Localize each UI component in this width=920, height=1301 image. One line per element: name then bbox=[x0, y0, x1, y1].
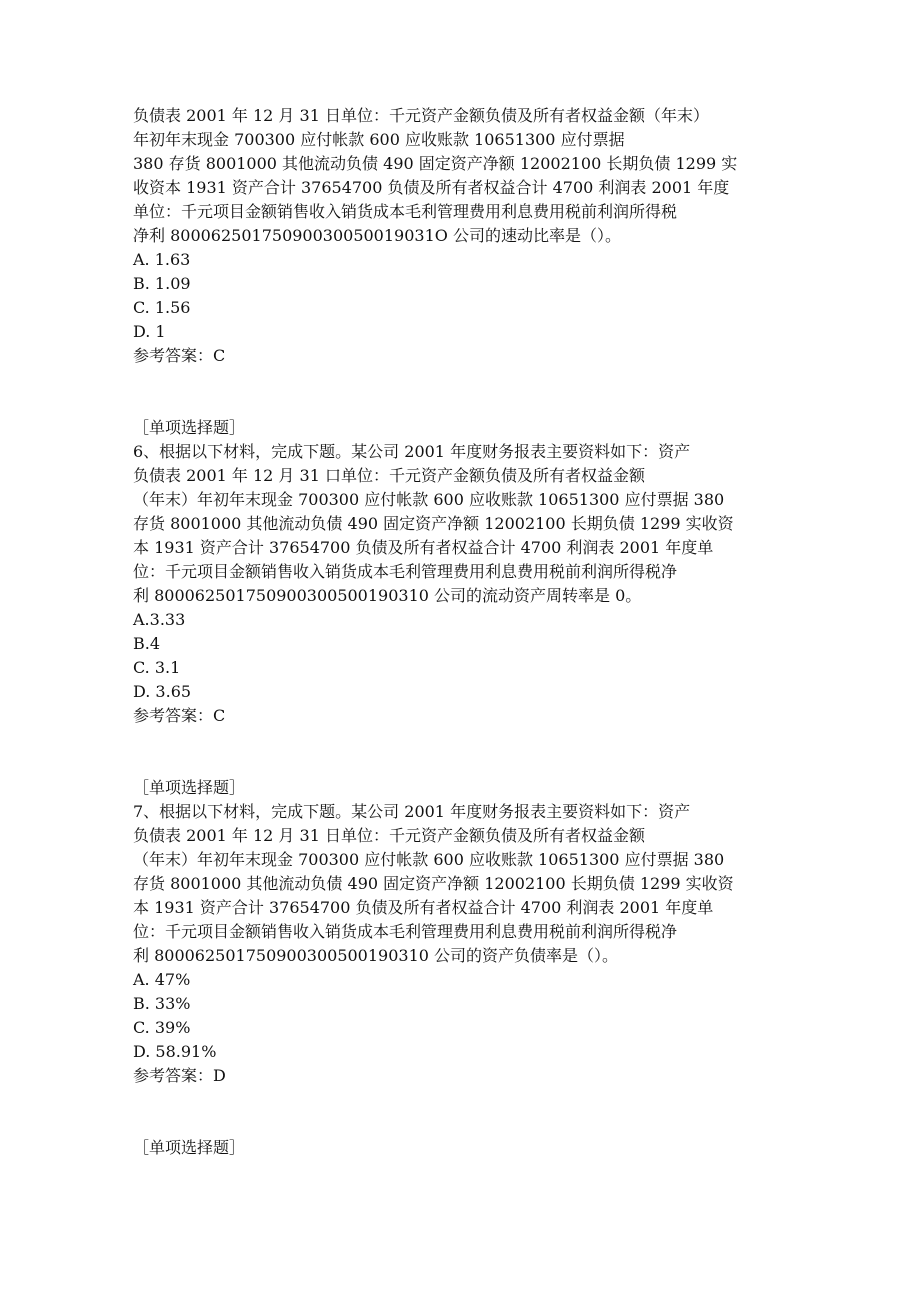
question-type-tag: ［单项选择题］ bbox=[133, 778, 246, 797]
question-6 bbox=[133, 416, 773, 728]
question-8-header bbox=[133, 1136, 773, 1160]
spacer bbox=[133, 1088, 773, 1136]
reference-answer: 参考答案：C bbox=[133, 706, 226, 725]
question-text-line: 7、根据以下材料，完成下题。某公司 2001 年度财务报表主要资料如下：资产 bbox=[133, 802, 691, 821]
question-text-line: 负债表 2001 年 12 月 31 口单位：千元资产金额负债及所有者权益金额 bbox=[133, 466, 645, 485]
spacer bbox=[133, 368, 773, 416]
option-c: C. 1.56 bbox=[133, 298, 191, 317]
question-7 bbox=[133, 776, 773, 1088]
question-text-line: 利 800062501750900300500190310 公司的流动资产周转率是 0。 bbox=[133, 586, 642, 605]
question-text-line: 单位：千元项目金额销售收入销货成本毛利管理费用利息费用税前利润所得税 bbox=[133, 202, 678, 221]
option-a: A. 47% bbox=[133, 970, 191, 989]
question-text-line: 负债表 2001 年 12 月 31 日单位：千元资产金额负债及所有者权益金额（年末） bbox=[133, 106, 709, 125]
question-text-line: （年末）年初年末现金 700300 应付帐款 600 应收账款 10651300 应付票据 380 bbox=[133, 490, 725, 509]
option-c: C. 3.1 bbox=[133, 658, 181, 677]
option-b: B.4 bbox=[133, 634, 161, 653]
question-text-line: 年初年末现金 700300 应付帐款 600 应收账款 10651300 应付票据 bbox=[133, 130, 625, 149]
question-text-line: 存货 8001000 其他流动负债 490 固定资产净额 12002100 长期负债 1299 实收资 bbox=[133, 514, 734, 533]
question-text-line: 收资本 1931 资产合计 37654700 负债及所有者权益合计 4700 利润表 2001 年度 bbox=[133, 178, 730, 197]
option-b: B. 33% bbox=[133, 994, 191, 1013]
question-text-line: 本 1931 资产合计 37654700 负债及所有者权益合计 4700 利润表 2001 年度单 bbox=[133, 898, 714, 917]
option-a: A.3.33 bbox=[133, 610, 186, 629]
question-type-tag: ［单项选择题］ bbox=[133, 1138, 246, 1157]
question-text-line: 利 800062501750900300500190310 公司的资产负债率是（）。 bbox=[133, 946, 619, 965]
option-c: C. 39% bbox=[133, 1018, 191, 1037]
question-text-line: 存货 8001000 其他流动负债 490 固定资产净额 12002100 长期负债 1299 实收资 bbox=[133, 874, 734, 893]
option-d: D. 58.91% bbox=[133, 1042, 217, 1061]
option-b: B. 1.09 bbox=[133, 274, 191, 293]
question-text-line: 6、根据以下材料，完成下题。某公司 2001 年度财务报表主要资料如下：资产 bbox=[133, 442, 691, 461]
question-continued bbox=[133, 104, 773, 368]
option-d: D. 3.65 bbox=[133, 682, 192, 701]
question-text-line: 负债表 2001 年 12 月 31 日单位：千元资产金额负债及所有者权益金额 bbox=[133, 826, 645, 845]
question-type-tag: ［单项选择题］ bbox=[133, 418, 246, 437]
question-text-line: 位：千元项目金额销售收入销货成本毛利管理费用利息费用税前利润所得税净 bbox=[133, 922, 678, 941]
question-text-line: 本 1931 资产合计 37654700 负债及所有者权益合计 4700 利润表 2001 年度单 bbox=[133, 538, 714, 557]
question-text-line: （年末）年初年末现金 700300 应付帐款 600 应收账款 10651300 应付票据 380 bbox=[133, 850, 725, 869]
reference-answer: 参考答案：C bbox=[133, 346, 226, 365]
option-d: D. 1 bbox=[133, 322, 166, 341]
question-text-line: 净利 80006250175090030050019031O 公司的速动比率是（）。 bbox=[133, 226, 621, 245]
document-page bbox=[133, 104, 773, 1160]
option-a: A. 1.63 bbox=[133, 250, 191, 269]
question-text-line: 380 存货 8001000 其他流动负债 490 固定资产净额 12002100 长期负债 1299 实 bbox=[133, 154, 738, 173]
spacer bbox=[133, 728, 773, 776]
reference-answer: 参考答案：D bbox=[133, 1066, 226, 1085]
question-text-line: 位：千元项目金额销售收入销货成本毛利管理费用利息费用税前利润所得税净 bbox=[133, 562, 678, 581]
